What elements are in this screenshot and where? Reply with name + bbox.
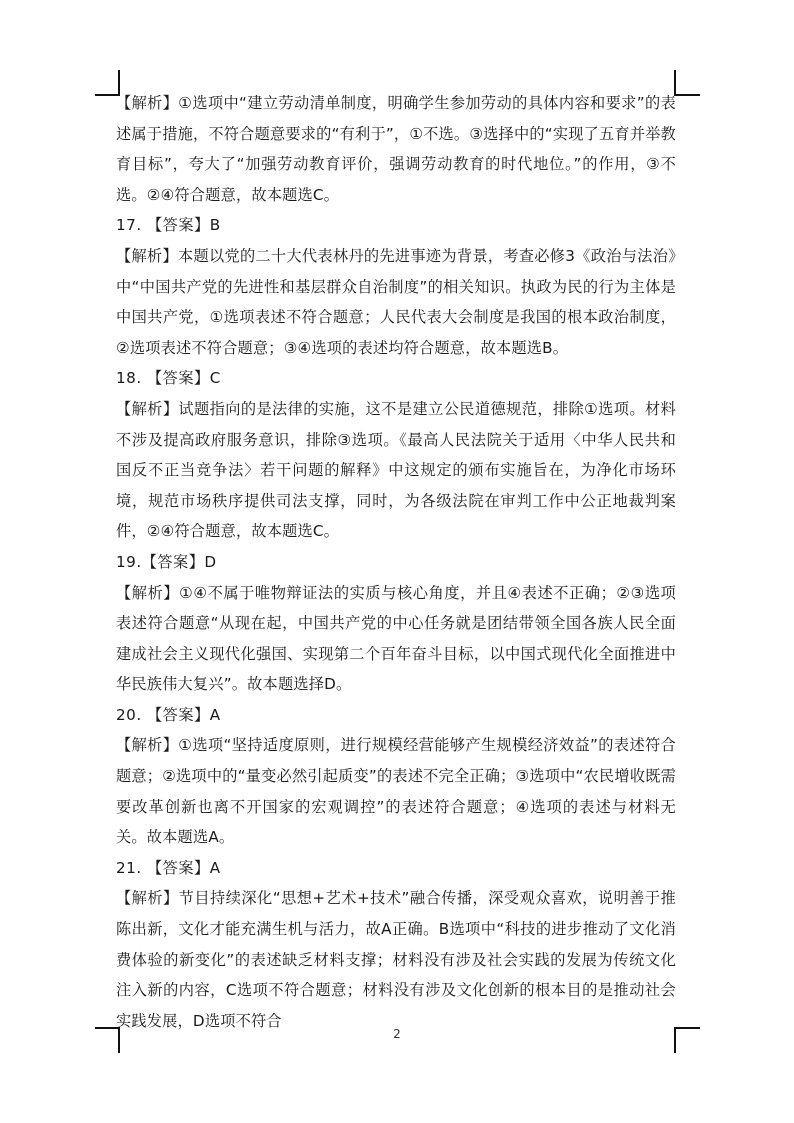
- analysis-paragraph: 【解析】本题以党的二十大代表林丹的先进事迹为背景，考查必修3《政治与法治》中“中国共产党的先进性和基层群众自治制度”的相关知识。执政为民的行为主体是中国共产党，①选项表述不符合题意；人民代表大会制度是我国的根本政治制度，②选项表述不符合题意；③④选项的表述均符合题意，故本题选B。: [116, 246, 676, 357]
- analysis-paragraph: 【解析】①④不属于唯物辩证法的实质与核心角度，并且④表述不正确；②③选项表述符合题意“从现在起，中国共产党的中心任务就是团结带领全国各族人民全面建成社会主义现代化强国、实现第二个百年奋斗目标，以中国式现代化全面推进中华民族伟大复兴”。故本题选择D。: [116, 583, 676, 694]
- answer-heading: 18. 【答案】C: [116, 369, 221, 388]
- answer-heading: 17. 【答案】B: [116, 216, 221, 235]
- crop-mark-top-right-horizontal: [674, 94, 700, 96]
- answer-heading: 20. 【答案】A: [116, 705, 221, 724]
- answer-heading: 19.【答案】D: [116, 552, 217, 571]
- analysis-paragraph: 【解析】①选项中“建立劳动清单制度，明确学生参加劳动的具体内容和要求”的表述属于措施，不符合题意要求的“有利于”，①不选。③选择中的“实现了五育并举教育目标”，夸大了“加强劳动教育评价，强调劳动教育的时代地位。”的作用，③不选。②④符合题意，故本题选C。: [116, 94, 676, 204]
- page-number: 2: [393, 1027, 401, 1041]
- analysis-paragraph: 【解析】试题指向的是法律的实施，这不是建立公民道德规范，排除①选项。材料不涉及提高政府服务意识，排除③选项。《最高人民法院关于适用〈中华人民共和国反不正当竞争法〉若干问题的解释》中这规定的颁布实施旨在，为净化市场环境，规范市场秩序提供司法支撑，同时，为各级法院在审判工作中公正地裁判案件，②④符合题意，故本题选C。: [116, 399, 676, 541]
- analysis-paragraph: 【解析】节目持续深化“思想+艺术+技术”融合传播，深受观众喜欢，说明善于推陈出新，文化才能充满生机与活力，故A正确。B选项中“科技的进步推动了文化消费体验的新变化”的表述缺乏材料支撑；材料没有涉及社会实践的发展为传统文化注入新的内容，C选项不符合题意；材料没有涉及文化创新的根本目的是推动社会实践发展，D选项不符合: [116, 889, 676, 1030]
- answer-analysis-content: [116, 88, 676, 1036]
- analysis-paragraph: 【解析】①选项“坚持适度原则，进行规模经营能够产生规模经济效益”的表述符合题意；②选项中的“量变必然引起质变”的表述不完全正确；③选项中“农民增收既需要改革创新也离不开国家的宏观调控”的表述符合题意；④选项的表述与材料无关。故本题选A。: [116, 736, 676, 847]
- answer-heading: 21. 【答案】A: [116, 858, 221, 877]
